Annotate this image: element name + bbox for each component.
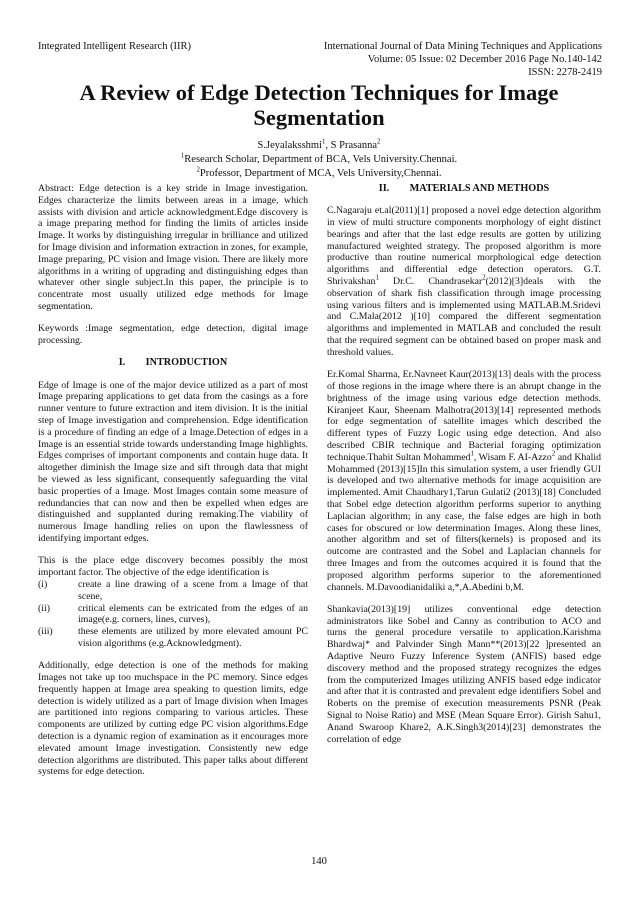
author-separator: , S Prasanna	[325, 140, 378, 151]
methods-p2-part-c: and Khalid Mohammed (2013)[15]In this simulation system, a user friendly GUI is developed and two alternative methods for image acquisition are implemented. Amit Chaudhary1,Tarun Gulati2 (2013)[18] Concluded that Sobel edge detection algorithm performs superior to anything Laplacian algorithm; in any case, the false edges are high in both cases for obscured or low determination Images. Along these lines, another algorithm and set of filters(kernels) is proposed and its outcome are contrasted and the Sobel and Laplacian channels for three Images and from the outcomes acquired it is found that the proposed algorithm performs superior to the aforementioned channels. M.Davoodianidaliki a,*,A.Abedini b,M.	[327, 451, 601, 593]
keywords: Keywords :Image segmentation, edge detection, digital image processing.	[38, 323, 308, 347]
author-2-sup: 2	[377, 138, 381, 146]
right-column	[327, 183, 601, 756]
intro-paragraph-2: This is the place edge discovery becomes possibly the most important factor. The objective of the edge identification is	[38, 555, 308, 579]
author-1-name: S.Jeyalaksshmi	[257, 140, 323, 151]
methods-p1-part-c: (2012)[3]deals with the observation of shark fish classification through image processing using various filters and is implemented using MATLAB.M.Sridevi and C.Mala(2012 )[10] compared the different segmentation algorithms and implemented in MATLAB and concluded the result that the required segment can be obtained based on proper mask and threshold values.	[327, 276, 601, 358]
affiliation-2-text: Professor, Department of MCA, Vels University,Chennai.	[199, 168, 442, 179]
running-header-left: Integrated Intelligent Research (IIR)	[38, 41, 192, 52]
methods-p2-sup-1: 1	[470, 450, 474, 458]
running-header-right	[302, 40, 602, 79]
affiliation-1-text: Research Scholar, Department of BCA, Vels University.Chennai.	[184, 154, 458, 165]
author-block	[38, 139, 600, 181]
list-item-number: (i)	[38, 578, 48, 590]
affiliation-2	[38, 167, 600, 181]
methods-p1-part-b: Dr.C. Chandrasekar	[378, 276, 483, 288]
page-number: 140	[311, 856, 327, 867]
list-item	[38, 579, 308, 603]
methods-p2-part-a: Er.Komal Sharma, Er.Navneet Kaur(2013)[13] deals with the process of those regions in the image where there is an abrupt change in the brightness of the image using various edge detection methods. Kiranjeet Kaur, Sheenam Malhotra(2013)[14] represented methods for edge segmentation of satellite images which described the different types of Fuzzy Logic using edge detection. And also described CBIR technique and Bacterial foraging optimization technique.Thabit Sultan Mohammed	[327, 369, 601, 463]
methods-p1-part-a: C.Nagaraju et.al(2011)[1] proposed a novel edge detection algorithm in view of multi structure components morphology of eight distinct bearings and after that the last edge results are gotten by utilizing manufactured weighted strategy. The proposed algorithm is more productive than routine numerical morphological edge detection algorithms and differential edge detection operators. G.T. Shrivakshan	[327, 205, 601, 288]
journal-volume: Volume: 05 Issue: 02 December 2016 Page No.140-142	[367, 54, 602, 65]
list-item	[38, 603, 308, 627]
objective-list	[38, 579, 308, 650]
journal-issn: ISSN: 2278-2419	[528, 67, 602, 78]
journal-name: International Journal of Data Mining Techniques and Applications	[323, 41, 602, 52]
abstract: Abstract: Edge detection is a key stride in Image investigation. Edges characterize the limits between areas in a image, which assists with division and article acknowledgment.Edge discovery is a image preparing method for finding the limits of articles inside Image. It works by distinguishing irregular in brilliance and utilized for Image division and information extraction in zones, for example, Image preparing, PC vision and Image vision. There are likely more algorithms in a writing of upgrading and distinguishing edges than whatever other single subject.In this paper, the principle is to concentrate most usually utilized edge methods for Image segmentation.	[38, 183, 308, 312]
methods-paragraph-3: Shankavia(2013)[19] utilizes conventional edge detection administrators like Sobel and Canny as contribution to ACO and turns the general procedure versatile to application.Karishma Bhardwaj* and Palvinder Singh Mann**(2013)[22 ]presented an Adaptive Neuro Fuzzy Inference System (ANFIS) based edge discovery method and the proposed strategy recognizes the edges from the computerized Images utilizing ANFIS based edge indicator and after that it is contrasted and prevalent edge identifiers Sobel and Roberts on the premise of execution measurements PSNR (Peak Signal to Noise Ratio) and MSE (Mean Square Error). Girish Sahu1, Anand Swaroop Khare2, A.K.Singh3(2014)[23] demonstrates the correlation of edge	[327, 603, 601, 745]
list-item	[38, 626, 308, 650]
paper-title-line-1: A Review of Edge Detection Techniques for Image	[79, 80, 559, 105]
list-item-text: critical elements can be extricated from the edges of an image(e.g. corners, lines, curves),	[78, 602, 308, 626]
list-item-number: (iii)	[38, 626, 53, 638]
methods-p1-sup-1: 1	[375, 274, 379, 282]
intro-paragraph-3: Additionally, edge detection is one of the methods for making Images not take up too muchspace in the PC memory. Since edges frequently happen at Image area speaking to question limits, edge detection is widely utilized as a part of Image division when Images are partitioned into regions comparing to various articles. These components are utilized by cutting edge PC vision algorithms.Edge detection is a dynamic region of examination as it encourages more elevated amount Image investigation. Consistently new edge detection algorithms are distributed. This paper talks about different systems for edge detection.	[38, 660, 308, 778]
list-item-text: these elements are utilized by more elevated amount PC vision algorithms (e.g.Acknowledgment).	[78, 626, 308, 649]
left-column	[38, 183, 308, 789]
paper-title-line-2: Segmentation	[253, 105, 385, 130]
list-item-text: create a line drawing of a scene from a Image of that scene,	[78, 578, 308, 602]
methods-p2-sup-2: 2	[551, 450, 556, 458]
methods-p2-part-b: , Wisam F. AI-Azzo	[473, 451, 552, 463]
intro-paragraph-1: Edge of Image is one of the major device utilized as a part of most Image preparing applications to get data from the casings as a fore runner venture to future extraction and item division. It is the initial step of Image investigation and comprehension. Edge identification is a procedure of finding an edge of a Image.Detection of edges in a Image is an essential stride towards understanding Image highlights. Edges comprises of important components and contain huge data. It altogether diminish the Image size and sift through data that might be viewed as less significant, consequently safeguarding the vital basic properties of a Image. Most Images contain some measure of redundancies that can now and then be expelled when edges are distinguished and supplanted during remaking.The viability of numerous Image handling relies on upon the flawlessness of identifying important edges.	[38, 379, 308, 545]
methods-paragraph-1	[327, 205, 601, 358]
author-names	[38, 139, 600, 153]
affiliation-1-sup: 1	[180, 152, 185, 160]
affiliation-2-sup: 2	[196, 166, 200, 174]
list-item-number: (ii)	[38, 602, 50, 614]
author-1-sup: 1	[322, 138, 326, 146]
methods-p1-sup-2: 2	[482, 274, 486, 282]
section-heading-materials-methods: II. MATERIALS AND METHODS	[378, 183, 550, 194]
paper-title	[38, 80, 600, 130]
section-heading-introduction: I. INTRODUCTION	[118, 357, 228, 369]
affiliation-1	[38, 153, 600, 167]
methods-paragraph-2	[327, 369, 601, 593]
